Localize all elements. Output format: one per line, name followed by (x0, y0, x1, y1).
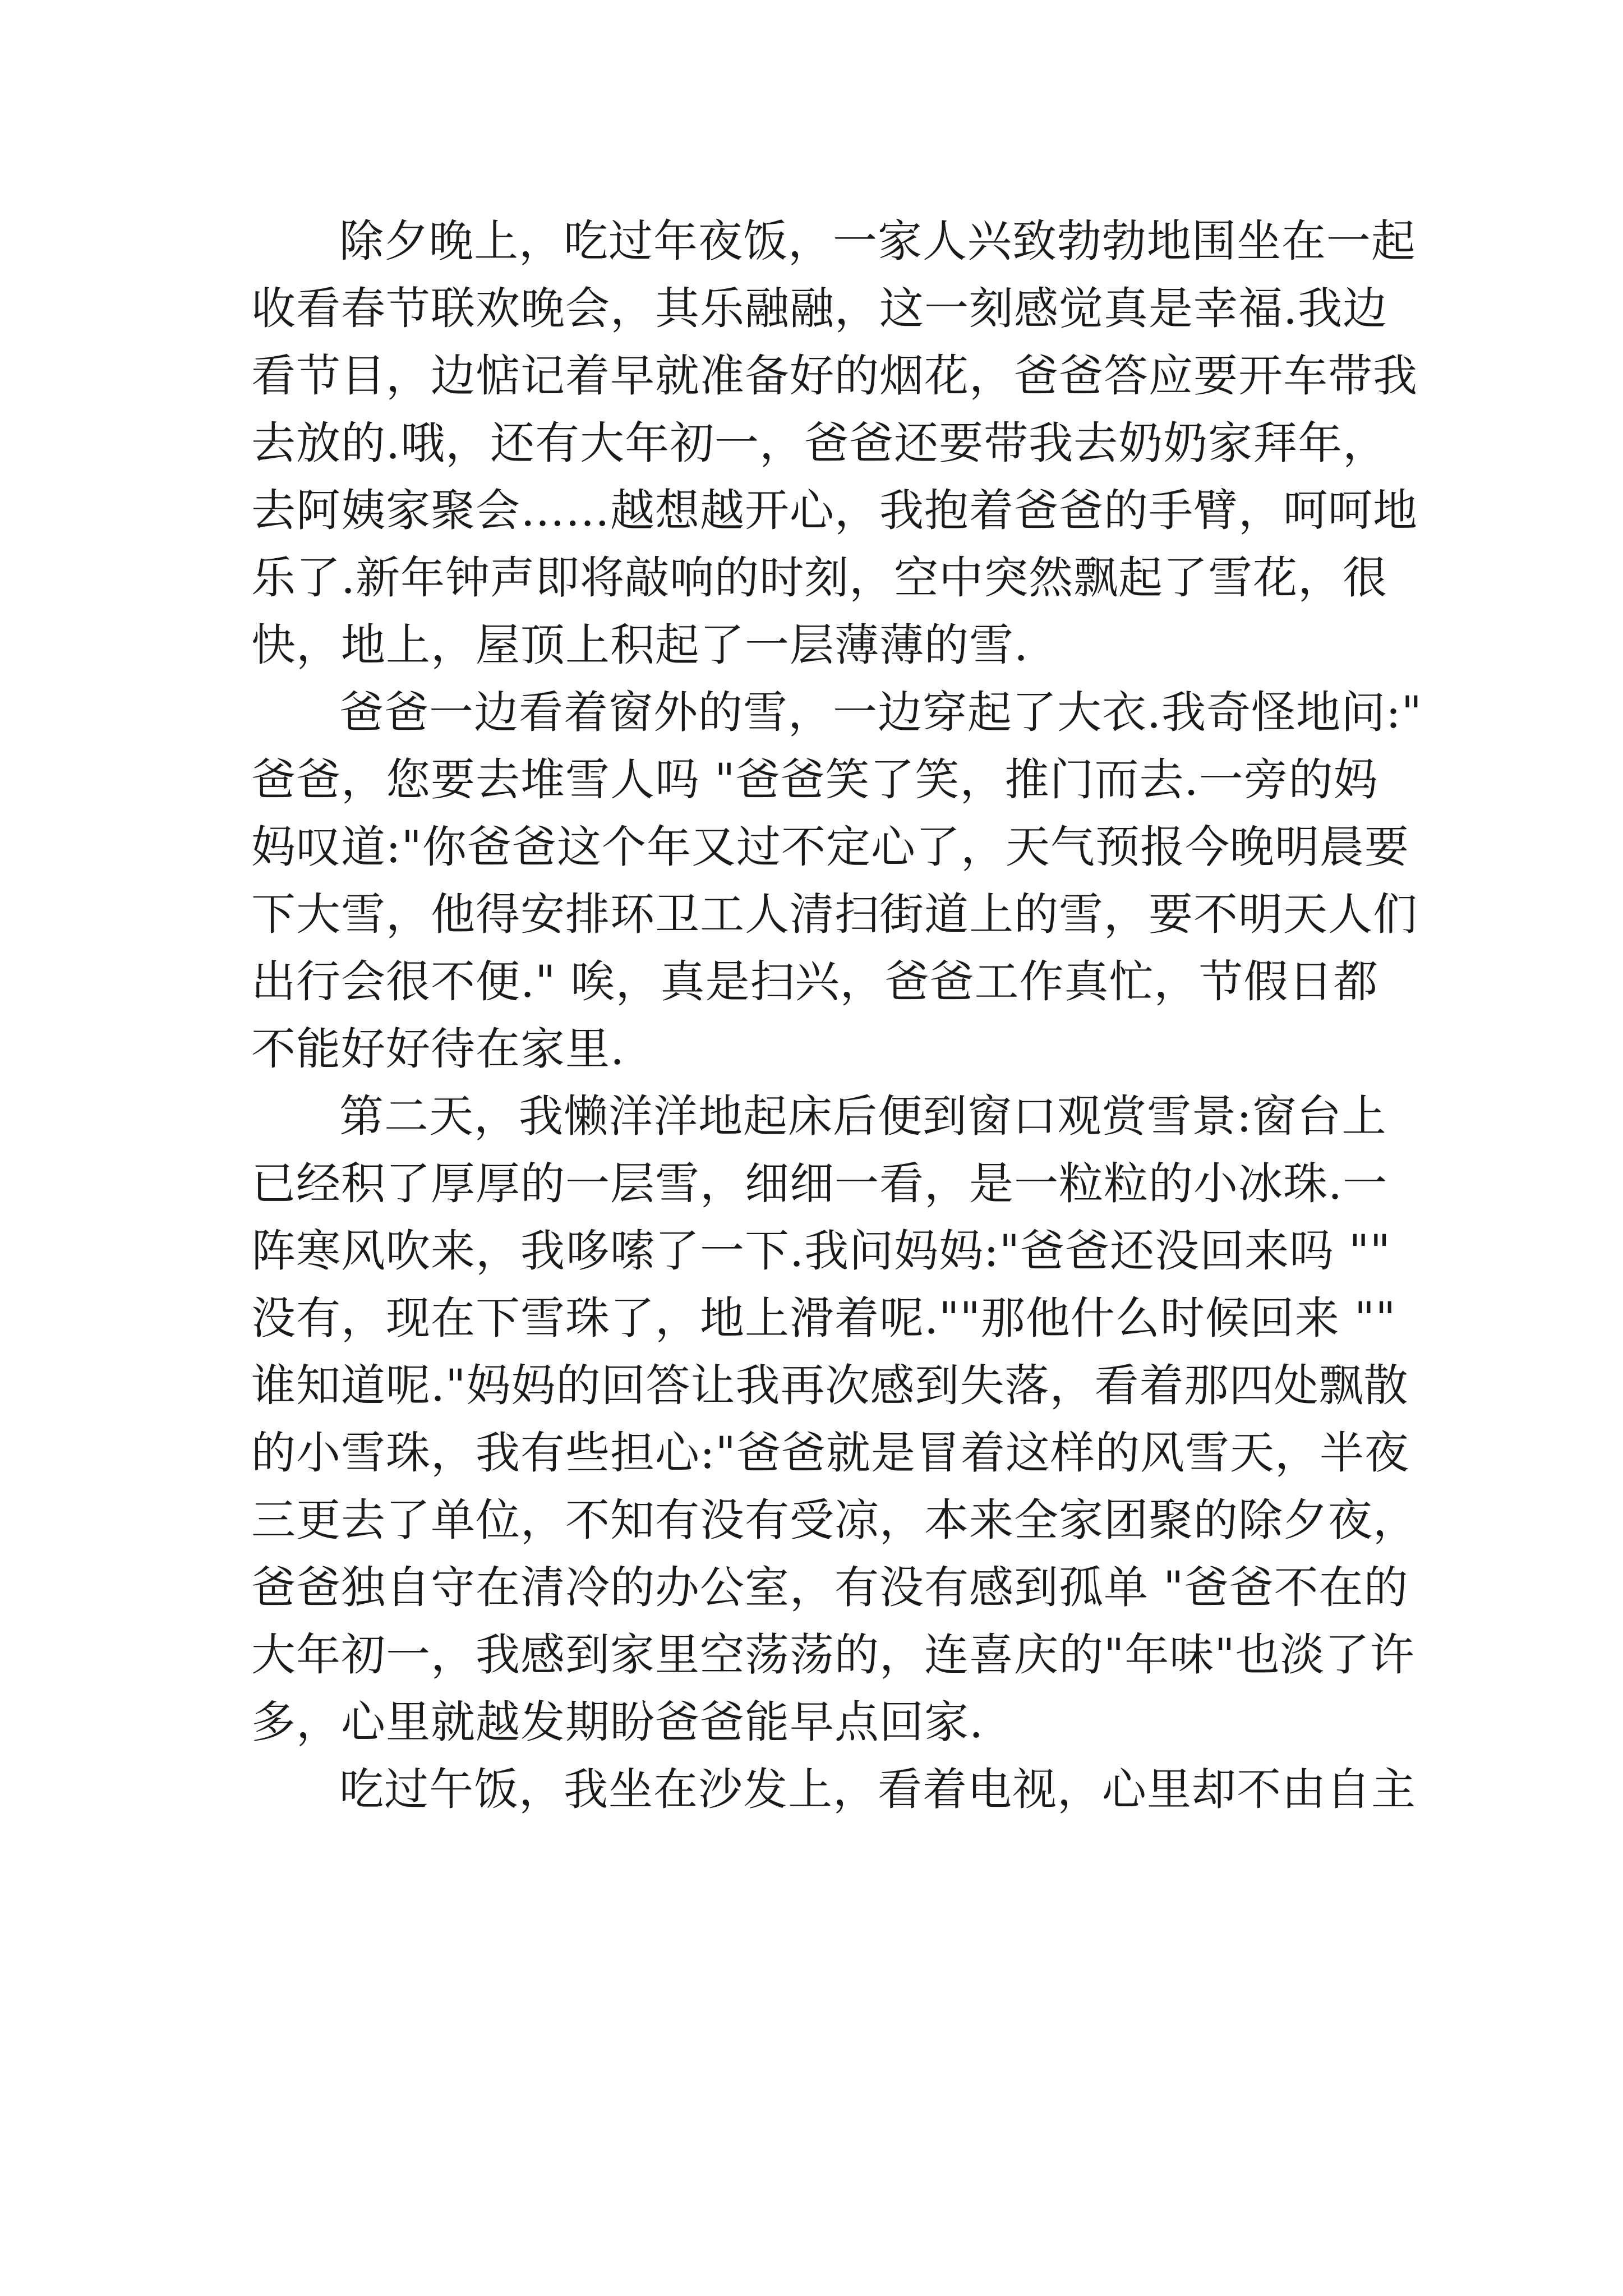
text-line-paragraph-4-start: 吃过午饭，我坐在沙发上，看着电视，心里却不由自主 (339, 1764, 1416, 1815)
text-line: 下大雪，他得安排环卫工人清扫街道上的雪，要不明天人们 (251, 889, 1418, 940)
text-line: 爸爸，您要去堆雪人吗 "爸爸笑了笑，推门而去.一旁的妈 (251, 754, 1378, 806)
text-line: 爸爸独自守在清冷的办公室，有没有感到孤单 "爸爸不在的 (251, 1562, 1409, 1613)
text-line-paragraph-3-start: 第二天，我懒洋洋地起床后便到窗口观赏雪景:窗台上 (339, 1091, 1387, 1142)
text-line: 看节目，边惦记着早就准备好的烟花，爸爸答应要开车带我 (251, 350, 1418, 402)
text-line: 快，地上，屋顶上积起了一层薄薄的雪. (251, 619, 1029, 671)
text-line-paragraph-2-start: 爸爸一边看着窗外的雪，一边穿起了大衣.我奇怪地问:" (339, 687, 1423, 738)
text-line: 谁知道呢."妈妈的回答让我再次感到失落，看着那四处飘散 (251, 1360, 1409, 1411)
text-line: 的小雪珠，我有些担心:"爸爸就是冒着这样的风雪天，半夜 (251, 1427, 1409, 1479)
text-line: 出行会很不便." 唉，真是扫兴，爸爸工作真忙，节假日都 (251, 956, 1378, 1007)
text-line: 大年初一，我感到家里空荡荡的，连喜庆的"年味"也淡了许 (251, 1629, 1415, 1681)
body-text (251, 0, 1423, 2296)
text-line: 去阿姨家聚会……越想越开心，我抱着爸爸的手臂，呵呵地 (251, 485, 1418, 536)
text-line: 去放的.哦，还有大年初一，爸爸还要带我去奶奶家拜年， (251, 417, 1388, 469)
text-line: 多，心里就越发期盼爸爸能早点回家. (251, 1696, 984, 1748)
text-line: 妈叹道:"你爸爸这个年又过不定心了，天气预报今晚明晨要 (251, 821, 1409, 873)
text-line: 三更去了单位，不知有没有受凉，本来全家团聚的除夕夜， (251, 1494, 1418, 1546)
text-line: 已经积了厚厚的一层雪，细细一看，是一粒粒的小冰珠.一 (251, 1158, 1388, 1209)
text-line: 不能好好待在家里. (251, 1023, 625, 1075)
text-line: 乐了.新年钟声即将敲响的时刻，空中突然飘起了雪花，很 (251, 552, 1388, 604)
text-line-paragraph-1-start: 除夕晚上，吃过年夜饭，一家人兴致勃勃地围坐在一起 (339, 215, 1416, 267)
text-line: 收看春节联欢晚会，其乐融融，这一刻感觉真是幸福.我边 (251, 283, 1388, 334)
text-line: 没有，现在下雪珠了，地上滑着呢.""那他什么时候回来 "" (251, 1292, 1396, 1344)
text-line: 阵寒风吹来，我哆嗦了一下.我问妈妈:"爸爸还没回来吗 "" (251, 1225, 1391, 1277)
